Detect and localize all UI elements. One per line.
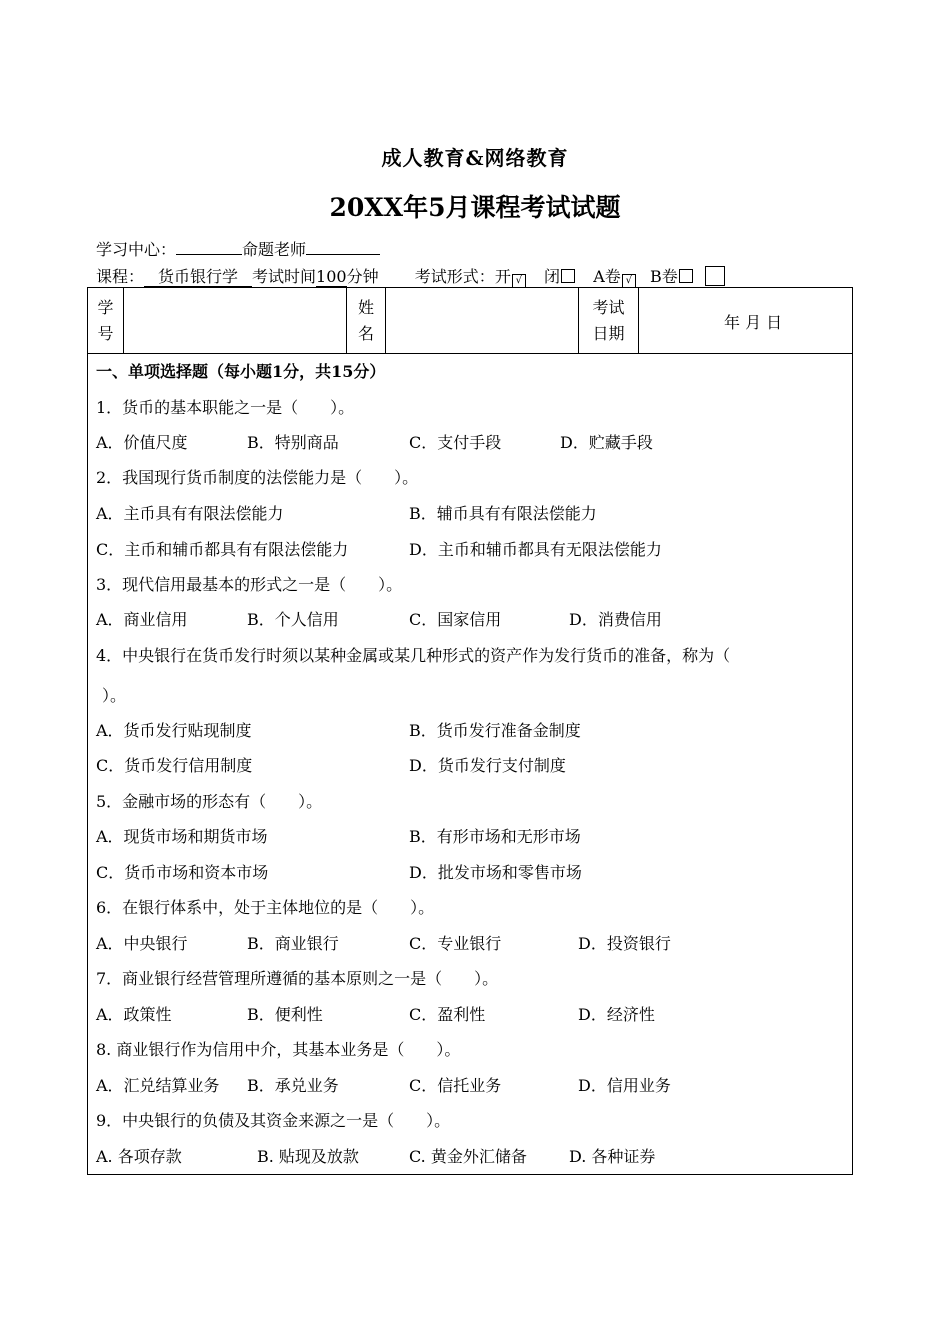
info-line-2 bbox=[96, 264, 725, 288]
name-field[interactable] bbox=[386, 288, 578, 353]
extra-checkbox[interactable] bbox=[705, 266, 725, 286]
question-stem: 7．商业银行经营管理所遵循的基本原则之一是（ ）。 bbox=[96, 969, 499, 988]
option-a: A．商业信用 bbox=[96, 610, 188, 629]
learning-center-label: 学习中心： bbox=[96, 240, 177, 259]
option-b: B．个人信用 bbox=[247, 610, 339, 629]
question-stem: 9．中央银行的负债及其资金来源之一是（ ）。 bbox=[96, 1111, 451, 1130]
option-b: B．货币发行准备金制度 bbox=[409, 721, 581, 740]
course-label: 课程： bbox=[96, 267, 145, 286]
option-d: D．批发市场和零售市场 bbox=[409, 863, 582, 882]
question-stem: 5．金融市场的形态有（ ）。 bbox=[96, 792, 323, 811]
student-id-field[interactable] bbox=[124, 288, 346, 353]
info-line-1 bbox=[96, 236, 380, 260]
exam-time-unit: 分钟 bbox=[346, 267, 379, 286]
exam-date-value: 年 月 日 bbox=[724, 313, 783, 332]
option-a: A．现货市场和期货市场 bbox=[96, 827, 268, 846]
option-d: D．货币发行支付制度 bbox=[409, 756, 566, 775]
option-b: B．便利性 bbox=[247, 1005, 323, 1024]
learning-center-field[interactable] bbox=[176, 236, 242, 255]
option-b: B．承兑业务 bbox=[247, 1076, 339, 1095]
option-d: D．消费信用 bbox=[569, 610, 662, 629]
teacher-label: 命题老师 bbox=[242, 240, 307, 259]
option-c: C．盈利性 bbox=[409, 1005, 486, 1024]
question-stem: 8. 商业银行作为信用中介，其基本业务是（ ）。 bbox=[96, 1040, 461, 1059]
option-d: D．经济性 bbox=[578, 1005, 655, 1024]
option-a: A．中央银行 bbox=[96, 934, 188, 953]
option-a: A．货币发行贴现制度 bbox=[96, 721, 252, 740]
question-stem-continued: ）。 bbox=[102, 686, 127, 705]
exam-date-label: 考试日期 bbox=[592, 298, 625, 343]
question-stem: 2．我国现行货币制度的法偿能力是（ ）。 bbox=[96, 468, 419, 487]
option-c: C．货币发行信用制度 bbox=[96, 756, 253, 775]
option-c: C．主币和辅币都具有有限法偿能力 bbox=[96, 540, 349, 559]
question-stem: 3．现代信用最基本的形式之一是（ ）。 bbox=[96, 575, 403, 594]
student-info-row bbox=[88, 288, 852, 354]
option-d: D. 各种证券 bbox=[569, 1147, 656, 1166]
option-a: A．价值尺度 bbox=[96, 433, 188, 452]
option-d: D．贮藏手段 bbox=[560, 433, 653, 452]
student-id-label: 学号 bbox=[97, 298, 114, 343]
closed-book-label: 闭 bbox=[544, 267, 561, 286]
question-stem: 6．在银行体系中，处于主体地位的是（ ）。 bbox=[96, 898, 435, 917]
option-d: D．信用业务 bbox=[578, 1076, 671, 1095]
option-a: A．汇兑结算业务 bbox=[96, 1076, 220, 1095]
option-b: B．特别商品 bbox=[247, 433, 339, 452]
exam-time-value: 100 bbox=[316, 267, 347, 286]
option-b: B. 贴现及放款 bbox=[257, 1147, 359, 1166]
name-label: 姓名 bbox=[358, 298, 375, 343]
exam-form-label: 考试形式： bbox=[414, 267, 495, 286]
option-b: B．有形市场和无形市场 bbox=[409, 827, 581, 846]
organization-title: 成人教育&网络教育 bbox=[381, 146, 569, 170]
exam-title: 20XX年5月课程考试试题 bbox=[329, 193, 621, 222]
option-a: A．政策性 bbox=[96, 1005, 172, 1024]
option-b: B．商业银行 bbox=[247, 934, 339, 953]
option-c: C．专业银行 bbox=[409, 934, 502, 953]
option-c: C．货币市场和资本市场 bbox=[96, 863, 269, 882]
option-d: D．主币和辅币都具有无限法偿能力 bbox=[409, 540, 662, 559]
question-stem: 4．中央银行在货币发行时须以某种金属或某几种形式的资产作为发行货币的准备，称为（ bbox=[96, 646, 731, 665]
question-stem: 1．货币的基本职能之一是（ ）。 bbox=[96, 398, 355, 417]
paper-b-label: B卷 bbox=[649, 267, 678, 286]
option-a: A．主币具有有限法偿能力 bbox=[96, 504, 284, 523]
paper-a-label: A卷 bbox=[593, 267, 621, 286]
open-book-checkbox[interactable]: √ bbox=[512, 274, 526, 288]
option-a: A. 各项存款 bbox=[96, 1147, 182, 1166]
option-d: D．投资银行 bbox=[578, 934, 671, 953]
option-b: B．辅币具有有限法偿能力 bbox=[409, 504, 597, 523]
course-value: 货币银行学 bbox=[144, 267, 252, 287]
option-c: C．信托业务 bbox=[409, 1076, 502, 1095]
open-book-label: 开 bbox=[494, 267, 511, 286]
paper-b-checkbox[interactable] bbox=[679, 269, 693, 283]
option-c: C．支付手段 bbox=[409, 433, 502, 452]
paper-a-checkbox[interactable]: √ bbox=[622, 274, 636, 288]
exam-time-label: 考试时间 bbox=[252, 267, 317, 286]
option-c: C．国家信用 bbox=[409, 610, 502, 629]
option-c: C. 黄金外汇储备 bbox=[409, 1147, 527, 1166]
section-heading: 一、单项选择题（每小题1分，共15分） bbox=[96, 362, 386, 381]
teacher-field[interactable] bbox=[306, 236, 380, 255]
closed-book-checkbox[interactable] bbox=[561, 269, 575, 283]
